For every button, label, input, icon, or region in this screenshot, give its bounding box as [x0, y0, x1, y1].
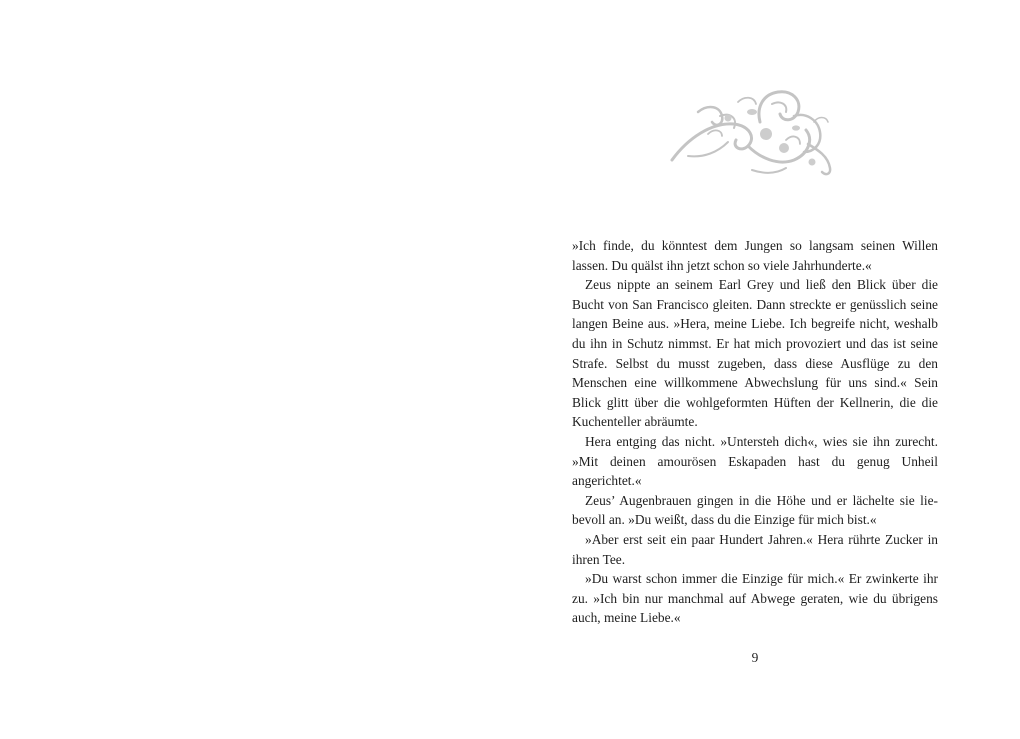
page-number: 9 [751, 650, 759, 665]
paragraph: »Du warst schon immer die Einzige für mich.« Er zwinkerte ihr zu. »Ich bin nur manchmal auf Abwege geraten, wie du übrigens auch, meine Liebe.« [572, 571, 938, 626]
paragraph: »Ich finde, du könntest dem Jungen so langsam seinen Willen lassen. Du quälst ihn jetzt schon so viele Jahrhunderte.« [572, 238, 938, 273]
ornament-flourish-icon [668, 82, 836, 180]
paragraph: »Aber erst seit ein paar Hundert Jahren.« Hera rührte Zucker in ihren Tee. [572, 531, 938, 567]
paragraph: Zeus nippte an seinem Earl Grey und ließ den Blick über die Bucht von San Francisco gleiten. Dann streckte er genüsslich seine langen Beine aus. »Hera, meine Liebe. Ich begreife nicht, weshalb du ihn in Schutz nimmst. Er hat mich provoziert und das ist seine Strafe. Selbst du musst zugeben, dass diese Ausflüge zu den Menschen eine willkommene Abwechslung für uns sind.« Sein Blick glitt über die wohlgeformten Hüften der Kellnerin, die die Kuchenteller abräumte. [572, 277, 938, 430]
body-text [572, 236, 938, 628]
paragraph: Hera entging das nicht. »Untersteh dich«, wies sie ihn zurecht. »Mit deinen amourösen Eskapaden hast du genug Unheil angerichtet.« [572, 433, 938, 489]
paragraph: Zeus’ Augenbrauen gingen in die Höhe und er lächelte sie liebevoll an. »Du weißt, dass du die Einzige für mich bist.« [572, 492, 938, 528]
